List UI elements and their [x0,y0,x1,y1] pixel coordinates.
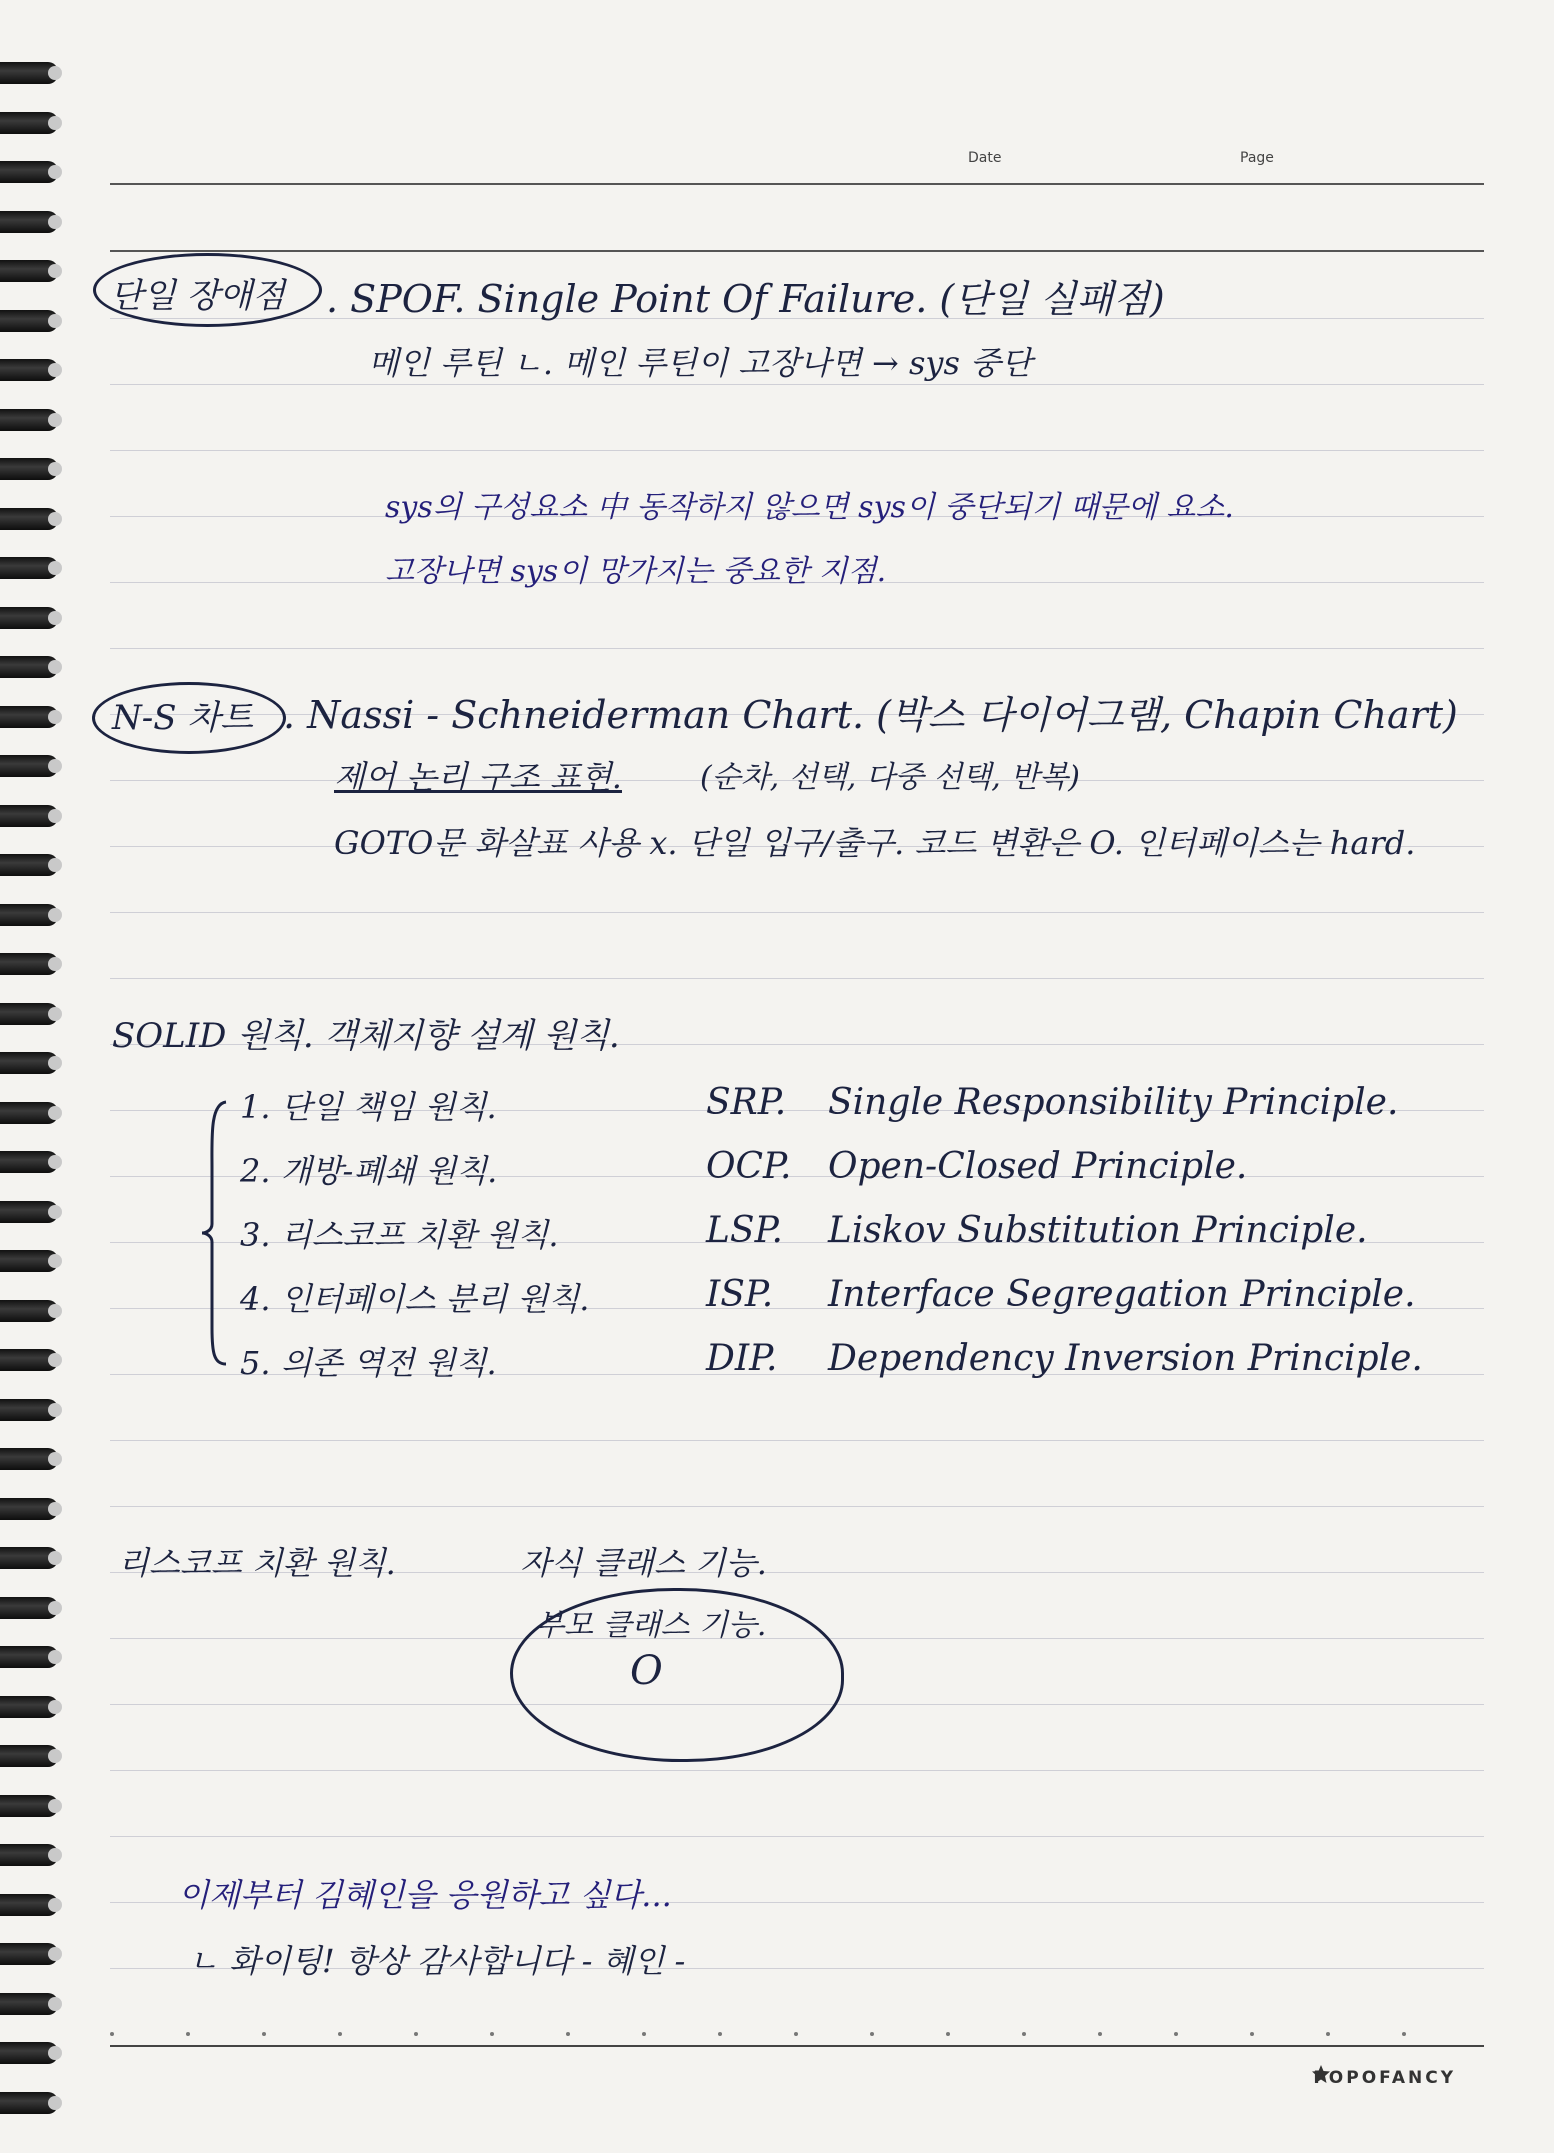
ruled-line [110,450,1484,451]
ruled-line [110,912,1484,913]
punch-hole [48,1403,62,1417]
punch-hole [48,1947,62,1961]
dot-mark [870,2032,874,2036]
closing-line-1: 이제부터 김혜인을 응원하고 싶다... [178,1876,672,1914]
bracket-mark [200,1098,230,1368]
dot-mark [1022,2032,1026,2036]
punch-hole [48,957,62,971]
header-rule-2 [110,250,1484,252]
punch-hole [48,66,62,80]
punch-hole [48,1551,62,1565]
punch-hole [48,1452,62,1466]
dot-mark [1402,2032,1406,2036]
punch-hole [48,809,62,823]
punch-hole [48,561,62,575]
liskov-line-1: 자식 클래스 기능. [520,1544,767,1582]
punch-hole [48,1106,62,1120]
date-label: Date [968,150,1002,166]
ns-term: N-S 차트 [112,698,254,738]
ns-line-3: GOTO문 화살표 사용 x. 단일 입구/출구. 코드 변환은 O. 인터페이스는 hard. [334,824,1416,862]
dot-mark [186,2032,190,2036]
dot-mark [566,2032,570,2036]
solid-item-english: Single Responsibility Principle. [828,1082,1399,1123]
dot-mark [718,2032,722,2036]
punch-hole [48,512,62,526]
ruled-line [110,1770,1484,1771]
punch-hole [48,858,62,872]
spiral-binding [0,0,60,2153]
punch-hole [48,1056,62,1070]
dot-mark [338,2032,342,2036]
ruled-line [110,1506,1484,1507]
punch-hole [48,462,62,476]
punch-hole [48,1749,62,1763]
punch-hole [48,1898,62,1912]
punch-hole [48,2046,62,2060]
solid-item-english: Liskov Substitution Principle. [828,1210,1368,1251]
dot-mark [642,2032,646,2036]
punch-hole [48,2096,62,2110]
spof-term: 단일 장애점 [110,276,286,316]
punch-hole [48,1007,62,1021]
punch-hole [48,165,62,179]
punch-hole [48,314,62,328]
punch-hole [48,1997,62,2011]
spof-line-3: sys의 구성요소 中 동작하지 않으면 sys이 중단되기 때문에 요소. [385,490,1234,525]
punch-hole [48,1601,62,1615]
dot-mark [262,2032,266,2036]
header-rule [110,183,1484,185]
solid-item-abbr: SRP. [706,1082,787,1123]
dot-row [110,2032,1484,2038]
brand-name: POPOFANCY [1313,2068,1456,2088]
dot-mark [490,2032,494,2036]
dot-mark [794,2032,798,2036]
punch-hole [48,1700,62,1714]
punch-hole [48,611,62,625]
punch-hole [48,1848,62,1862]
solid-item-english: Open-Closed Principle. [828,1146,1248,1187]
punch-hole [48,1650,62,1664]
spof-line-4: 고장나면 sys이 망가지는 중요한 지점. [385,554,887,589]
solid-item-english: Interface Segregation Principle. [828,1274,1416,1315]
punch-hole [48,363,62,377]
punch-hole [48,1799,62,1813]
dot-mark [946,2032,950,2036]
punch-hole [48,1254,62,1268]
closing-line-2: ㄴ 화이팅! 항상 감사합니다 - 혜인 - [188,1942,686,1980]
ns-line-2: 제어 논리 구조 표현. [334,758,622,796]
punch-hole [48,1353,62,1367]
dot-mark [110,2032,114,2036]
dot-mark [414,2032,418,2036]
punch-hole [48,264,62,278]
punch-hole [48,710,62,724]
solid-item-english: Dependency Inversion Principle. [828,1338,1423,1379]
ruled-line [110,1836,1484,1837]
ns-line-1: . Nassi - Schneiderman Chart. (박스 다이어그램, Chapin Chart) [283,693,1458,737]
punch-hole [48,116,62,130]
dot-mark [1326,2032,1330,2036]
liskov-term: 리스코프 치환 원칙. [118,1544,396,1582]
punch-hole [48,1155,62,1169]
solid-item-abbr: DIP. [706,1338,778,1379]
solid-title: SOLID 원칙. 객체지향 설계 원칙. [112,1016,620,1056]
solid-item-korean: 4. 인터페이스 분리 원칙. [240,1280,590,1318]
ruled-line [110,384,1484,385]
punch-hole [48,1205,62,1219]
ruled-line [110,978,1484,979]
liskov-mark: O [630,1648,663,1694]
punch-hole [48,215,62,229]
punch-hole [48,660,62,674]
dot-mark [1174,2032,1178,2036]
punch-hole [48,759,62,773]
solid-item-korean: 5. 의존 역전 원칙. [240,1344,497,1382]
spof-line-2: 메인 루틴 ㄴ. 메인 루틴이 고장나면 → sys 중단 [368,344,1032,382]
spof-line-1: . SPOF. Single Point Of Failure. (단일 실패점) [326,277,1165,321]
dot-mark [1098,2032,1102,2036]
liskov-line-2: 부모 클래스 기능. [535,1608,767,1643]
ns-line-2b: (순차, 선택, 다중 선택, 반복) [700,760,1080,795]
punch-hole [48,1304,62,1318]
ruled-line [110,1440,1484,1441]
solid-item-abbr: LSP. [706,1210,783,1251]
punch-hole [48,413,62,427]
solid-item-abbr: OCP. [706,1146,792,1187]
footer-rule [110,2045,1484,2047]
solid-item-korean: 1. 단일 책임 원칙. [240,1088,497,1126]
solid-item-korean: 2. 개방-폐쇄 원칙. [240,1152,498,1190]
ruled-line [110,648,1484,649]
punch-hole [48,1502,62,1516]
dot-mark [1250,2032,1254,2036]
page-label: Page [1240,150,1274,166]
solid-item-abbr: ISP. [706,1274,774,1315]
solid-item-korean: 3. 리스코프 치환 원칙. [240,1216,559,1254]
punch-hole [48,908,62,922]
